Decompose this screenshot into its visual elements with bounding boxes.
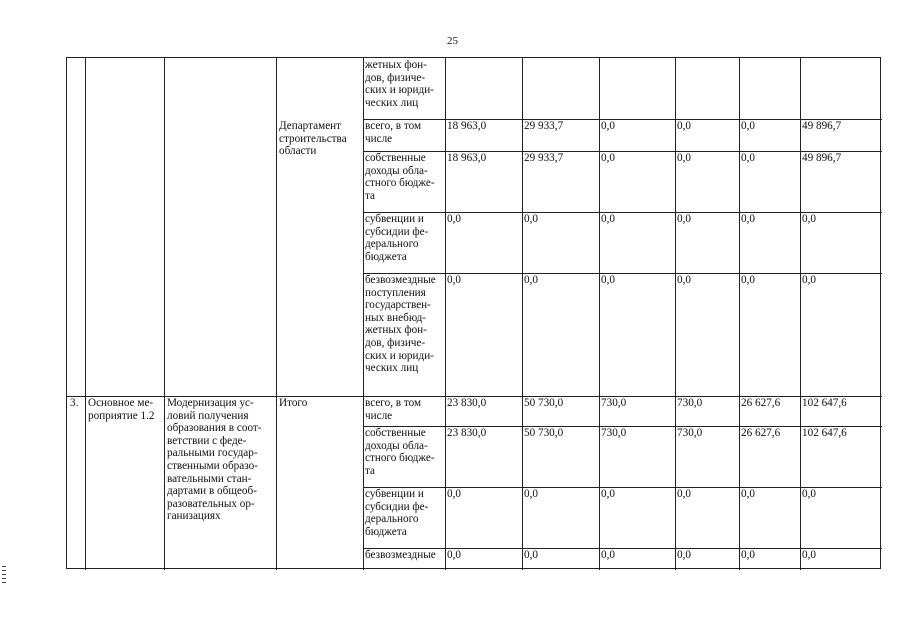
measure-name: роприятие 1.2 — [88, 409, 155, 422]
page-number: 25 — [447, 35, 458, 47]
value-cell: 0,0 — [802, 213, 816, 225]
funding-source: ных внебюд- — [365, 311, 427, 324]
funding-source: числе — [365, 409, 393, 422]
value-cell: 102 647,6 — [802, 427, 847, 439]
value-cell: 0,0 — [741, 488, 755, 500]
funding-source: поступления — [365, 286, 426, 299]
funding-source: бюджета — [365, 525, 407, 538]
value-cell: 18 963,0 — [447, 152, 487, 164]
value-cell: 0,0 — [677, 549, 691, 561]
executor-name: Департамент — [279, 120, 342, 132]
funding-source: государствен- — [365, 299, 431, 312]
value-cell: 23 830,0 — [447, 427, 487, 439]
value-cell: 0,0 — [447, 274, 461, 286]
measure-title: ственными образо- — [167, 460, 258, 472]
value-cell: 26 627,6 — [741, 397, 781, 409]
funding-source: собственные — [365, 152, 426, 164]
value-cell: 0,0 — [447, 549, 461, 561]
executor-name: Итого — [279, 397, 308, 409]
value-cell: 0,0 — [677, 213, 691, 225]
funding-source: дерального — [365, 513, 419, 526]
value-cell: 50 730,0 — [524, 427, 564, 439]
funding-source: жетных фон- — [365, 324, 427, 337]
value-cell: 0,0 — [524, 488, 538, 500]
value-cell: 730,0 — [601, 397, 627, 409]
measure-title: ральными государ- — [167, 447, 258, 460]
funding-source: безвозмездные — [365, 549, 436, 561]
value-cell: 49 896,7 — [802, 120, 842, 132]
funding-source: доходы обла- — [365, 439, 428, 452]
funding-source: субсидии фе- — [365, 225, 429, 238]
value-cell: 0,0 — [741, 120, 755, 132]
value-cell: 0,0 — [524, 274, 538, 286]
value-cell: 18 963,0 — [447, 120, 487, 132]
value-cell: 0,0 — [447, 488, 461, 500]
measure-title: дартами в общеоб- — [167, 485, 257, 498]
value-cell: 0,0 — [601, 549, 615, 561]
funding-source: та — [365, 464, 375, 477]
table-rule-vertical — [363, 58, 364, 570]
table-rule-vertical — [800, 58, 801, 570]
table-rule-vertical — [445, 58, 446, 570]
table-rule-vertical — [85, 58, 86, 570]
value-cell: 102 647,6 — [802, 397, 847, 409]
funding-source: всего, в том — [365, 397, 422, 409]
value-cell: 0,0 — [677, 152, 691, 164]
value-cell: 0,0 — [601, 152, 615, 164]
value-cell: 0,0 — [677, 488, 691, 500]
value-cell: 730,0 — [677, 427, 703, 439]
funding-source: дерального — [365, 238, 419, 251]
executor-name: области — [279, 145, 317, 158]
value-cell: 0,0 — [601, 274, 615, 286]
value-cell: 29 933,7 — [524, 152, 564, 164]
value-cell: 0,0 — [524, 549, 538, 561]
row-number: 3. — [70, 397, 79, 409]
funding-source: субсидии фе- — [365, 500, 429, 513]
measure-title: вательными стан- — [167, 472, 252, 485]
measure-title: ветствии с феде- — [167, 434, 247, 447]
value-cell: 0,0 — [802, 274, 816, 286]
funding-source: субвенции и — [365, 488, 424, 500]
value-cell: 0,0 — [677, 274, 691, 286]
value-cell: 0,0 — [601, 213, 615, 225]
funding-source: безвозмездные — [365, 274, 436, 286]
funding-source: числе — [365, 132, 393, 145]
value-cell: 0,0 — [802, 549, 816, 561]
value-cell: 49 896,7 — [802, 152, 842, 164]
value-cell: 0,0 — [677, 120, 691, 132]
table-rule-vertical — [675, 58, 676, 570]
value-cell: 26 627,6 — [741, 427, 781, 439]
budget-table — [66, 57, 881, 569]
value-cell: 730,0 — [677, 397, 703, 409]
value-cell: 0,0 — [802, 488, 816, 500]
funding-source: ских и юриди- — [365, 349, 434, 362]
value-cell: 0,0 — [741, 274, 755, 286]
table-rule-vertical — [522, 58, 523, 570]
funding-source: субвенции и — [365, 213, 424, 225]
value-cell: 730,0 — [601, 427, 627, 439]
funding-source: ческих лиц — [365, 362, 419, 375]
value-cell: 0,0 — [741, 152, 755, 164]
measure-name: Основное ме- — [88, 397, 154, 409]
measure-title: Модернизация ус- — [167, 397, 254, 409]
value-cell: 50 730,0 — [524, 397, 564, 409]
measure-title: ловий получения — [167, 409, 249, 422]
value-cell: 0,0 — [524, 213, 538, 225]
value-cell: 0,0 — [601, 488, 615, 500]
table-rule-vertical — [739, 58, 740, 570]
table-rule-vertical — [164, 58, 165, 570]
funding-source: ческих лиц — [365, 96, 419, 109]
value-cell: 29 933,7 — [524, 120, 564, 132]
funding-source: всего, в том — [365, 120, 422, 132]
value-cell: 0,0 — [741, 549, 755, 561]
funding-source: стного бюдже- — [365, 452, 435, 465]
funding-source: дов, физиче- — [365, 337, 426, 349]
executor-name: строительства — [279, 132, 347, 145]
funding-source: доходы обла- — [365, 164, 428, 177]
funding-source: ских и юриди- — [365, 84, 434, 97]
funding-source: бюджета — [365, 250, 407, 263]
value-cell: 0,0 — [741, 213, 755, 225]
measure-title: образования в соот- — [167, 422, 262, 435]
funding-source: дов, физиче- — [365, 71, 426, 84]
margin-scan-mark — [2, 566, 6, 586]
measure-title: разовательных ор- — [167, 497, 255, 510]
funding-source: стного бюдже- — [365, 177, 435, 190]
value-cell: 0,0 — [447, 213, 461, 225]
table-rule-vertical — [599, 58, 600, 570]
table-rule-vertical — [276, 58, 277, 570]
funding-source: та — [365, 189, 375, 202]
funding-source: жетных фон- — [365, 59, 427, 71]
funding-source: собственные — [365, 427, 426, 439]
measure-title: ганизациях — [167, 510, 221, 523]
value-cell: 23 830,0 — [447, 397, 487, 409]
value-cell: 0,0 — [601, 120, 615, 132]
